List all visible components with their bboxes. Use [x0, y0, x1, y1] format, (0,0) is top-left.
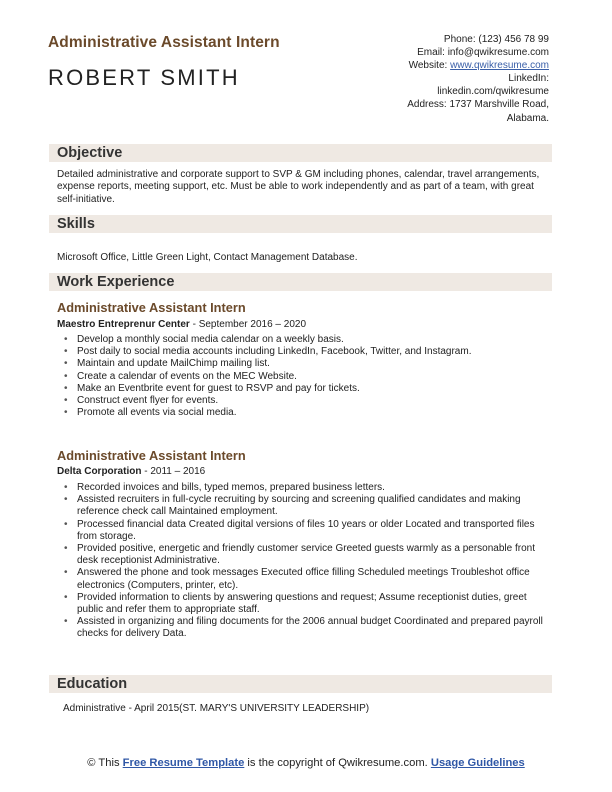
list-item: • Promote all events via social media.	[62, 407, 550, 419]
contact-address-line2: Alabama.	[506, 112, 549, 124]
list-item: • Processed financial data Created digital versions of files 10 years or older Located and transported files from storage.	[62, 519, 550, 543]
objective-section-header	[49, 144, 552, 162]
skills-text: Microsoft Office, Little Green Light, Contact Management Database.	[57, 252, 358, 263]
job-2-employer: Delta Corporation	[57, 466, 142, 477]
skills-heading: Skills	[57, 216, 95, 232]
job-1-bullets	[62, 334, 550, 419]
list-item: • Recorded invoices and bills, typed memos, prepared business letters.	[62, 482, 550, 494]
list-item: • Develop a monthly social media calendar on a weekly basis.	[62, 334, 550, 346]
education-text: Administrative - April 2015(ST. MARY'S UNIVERSITY LEADERSHIP)	[63, 703, 370, 714]
job-2-dates: - 2011 – 2016	[141, 466, 206, 477]
website-label: Website:	[408, 60, 451, 72]
list-item: • Create a calendar of events on the MEC Website.	[62, 371, 550, 383]
list-item: • Provided information to clients by answering questions and request; Assume receptionist duties, greet public and refer them to appropriate staff.	[62, 592, 550, 616]
work-section-header	[49, 273, 552, 291]
list-item: • Post daily to social media accounts including LinkedIn, Facebook, Twitter, and Instagram.	[62, 346, 550, 358]
work-heading: Work Experience	[57, 274, 175, 290]
footer-middle: is the copyright of Qwikresume.com.	[244, 757, 431, 769]
contact-email: Email: info@qwikresume.com	[417, 47, 549, 59]
job-1-dates: - September 2016 – 2020	[189, 319, 307, 330]
candidate-name: ROBERT SMITH	[48, 65, 240, 90]
job-2-employer-line	[57, 466, 205, 477]
header	[48, 34, 280, 91]
job-1-employer-line	[57, 319, 306, 330]
job-2-bullets	[62, 482, 550, 641]
job-2-title: Administrative Assistant Intern	[57, 448, 246, 463]
list-item: • Assisted recruiters in full-cycle recruiting by sourcing and screening qualified candidates and making reference check call Maintained employment.	[62, 494, 550, 518]
contact-linkedin-url: linkedin.com/qwikresume	[437, 86, 549, 98]
list-item: • Maintain and update MailChimp mailing list.	[62, 358, 550, 370]
list-item: • Construct event flyer for events.	[62, 395, 550, 407]
free-resume-template-link[interactable]: Free Resume Template	[122, 757, 245, 769]
list-item: • Answered the phone and took messages Executed office filling Scheduled meetings Troubleshot office electronics (Computers, printer, etc).	[62, 567, 550, 591]
contact-block	[407, 33, 549, 125]
contact-website	[407, 59, 549, 72]
education-heading: Education	[57, 676, 128, 692]
footer	[0, 757, 612, 771]
skills-section-header	[49, 215, 552, 233]
job-title: Administrative Assistant Intern	[48, 34, 280, 51]
list-item: • Make an Eventbrite event for guest to RSVP and pay for tickets.	[62, 383, 550, 395]
contact-address-line1: Address: 1737 Marshville Road,	[407, 99, 549, 111]
footer-prefix: © This	[87, 757, 123, 769]
job-1-title: Administrative Assistant Intern	[57, 300, 246, 315]
usage-guidelines-link[interactable]: Usage Guidelines	[430, 757, 525, 769]
objective-text: Detailed administrative and corporate support to SVP & GM including phones, calendar, travel arrangements, expense reports, meeting support, etc. Must be able to work independently and as part of a team, with great self-initiative.	[57, 169, 540, 205]
list-item: • Provided positive, energetic and friendly customer service Greeted guests warmly as a personable front desk receptionist Administrative.	[62, 543, 550, 567]
education-section-header	[49, 675, 552, 693]
job-1-employer: Maestro Entreprenur Center	[57, 319, 190, 330]
objective-heading: Objective	[57, 145, 123, 161]
contact-phone: Phone: (123) 456 78 99	[443, 34, 549, 45]
list-item: • Assisted in organizing and filing documents for the 2006 annual budget Coordinated and prepared payroll checks for delivery Data.	[62, 616, 550, 640]
website-link[interactable]: www.qwikresume.com	[450, 60, 549, 72]
footer-text	[76, 757, 536, 771]
contact-linkedin-label: LinkedIn:	[508, 73, 549, 85]
